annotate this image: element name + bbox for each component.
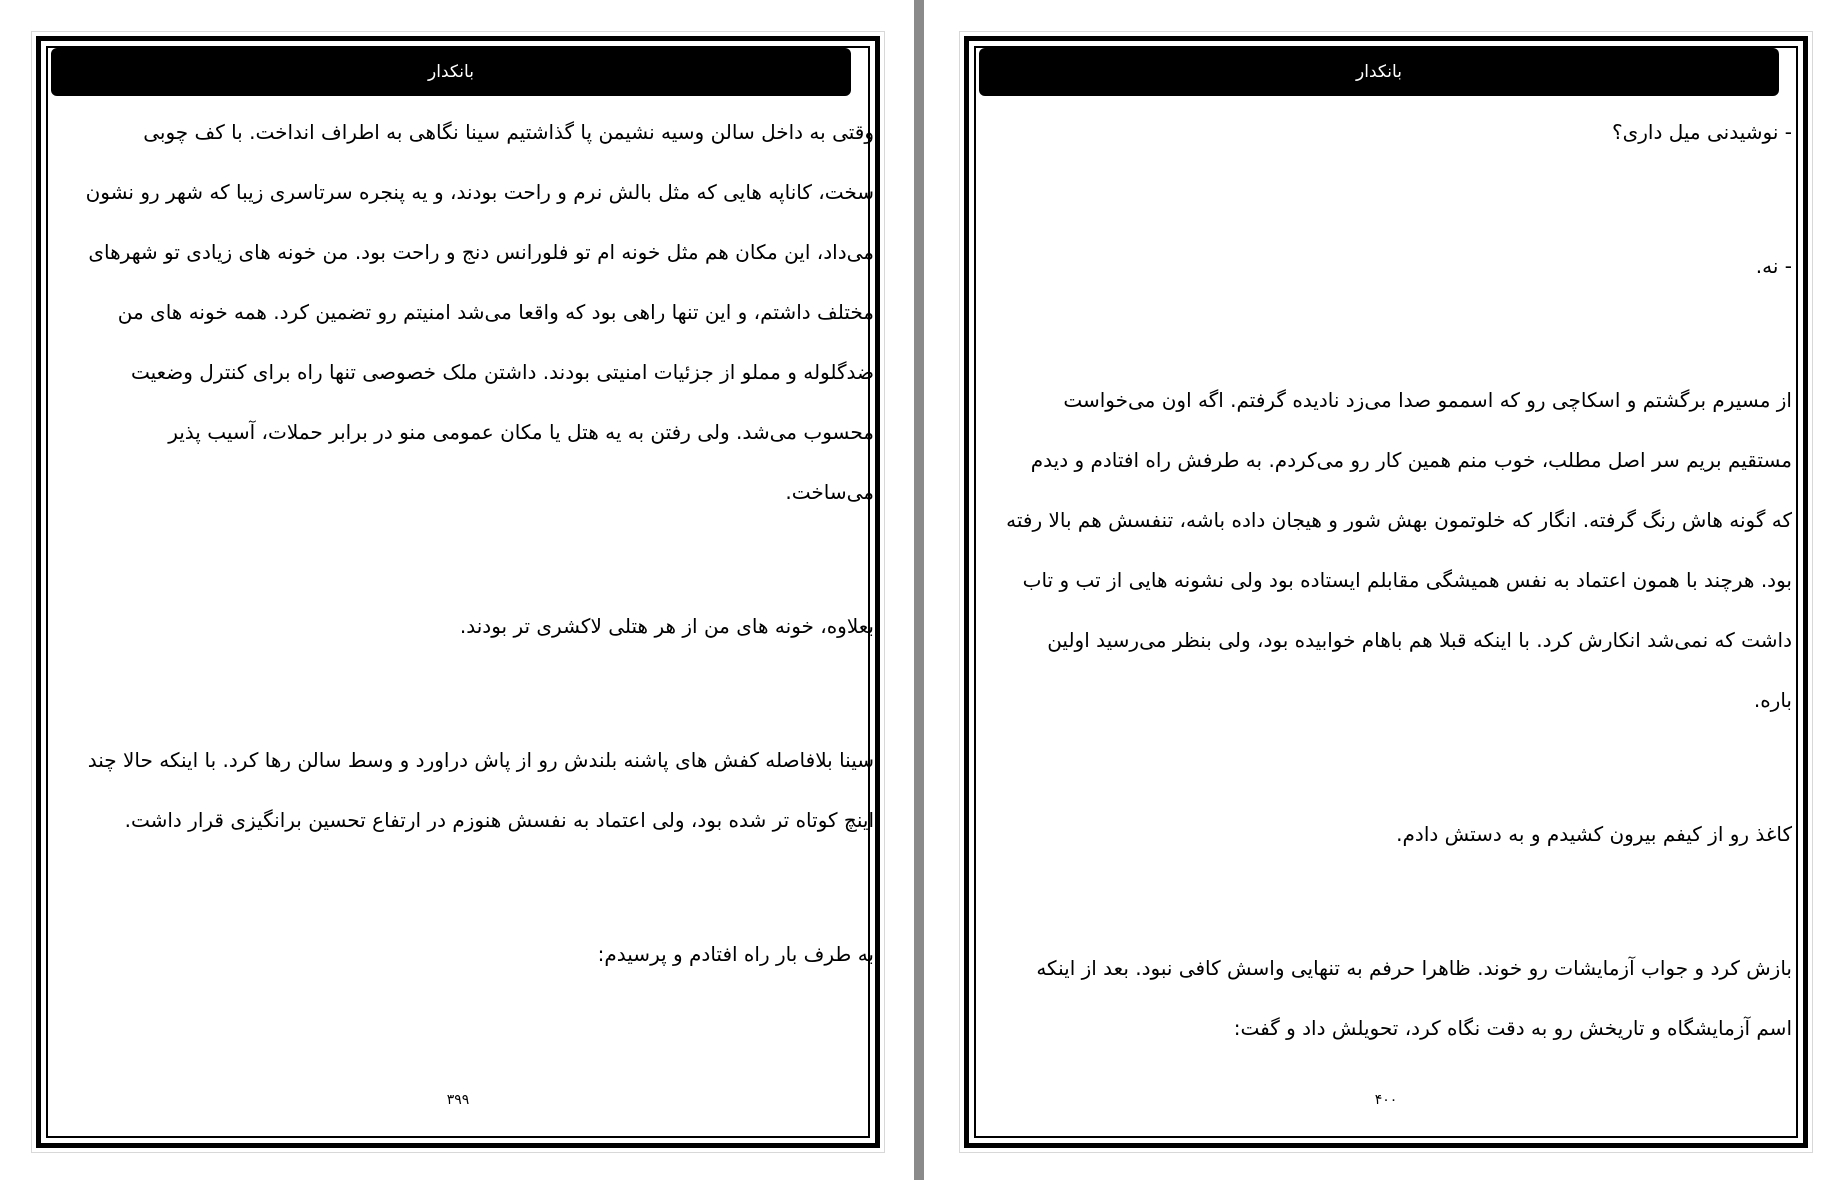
paragraph: کاغذ رو از کیفم بیرون کشیدم و به دستش دادم. bbox=[1396, 822, 1792, 846]
running-header: بانکدار bbox=[979, 48, 1779, 96]
paragraph: از مسیرم برگشتم و اسکاچی رو که اسممو صدا می‌زد نادیده گرفتم. اگه اون می‌خواست مستقیم بریم سر اصل مطلب، خوب منم همین کار رو می‌کردم. به طرفش راه افتادم و دیدم که گونه هاش رنگ گرفته. انگار که خلوتمون بهش شور و هیجان داده باشه، تنفسش هم بالا رفته بود. هرچند با همون اعتماد به نفس همیشگی مقابلم ایستاده بود ولی نشونه هایی از تب و تاب داشت که نمی‌شد انکارش کرد. با اینکه قبلا هم باهام خوابیده بود، ولی بنظر می‌رسید اولین باره. bbox=[1006, 388, 1792, 712]
page-number: ۴۰۰ bbox=[1374, 1092, 1398, 1108]
page-separator bbox=[914, 0, 924, 1180]
dialogue-line: - نه. bbox=[1755, 254, 1792, 278]
dialogue-line: - نوشیدنی میل داری؟ bbox=[1612, 120, 1792, 144]
paragraph: به طرف بار راه افتادم و پرسیدم: bbox=[597, 942, 874, 966]
paragraph: وقتی به داخل سالن وسیه نشیمن پا گذاشتیم سینا نگاهی به اطراف انداخت. با کف چوبی سخت، کاناپه هایی که مثل بالش نرم و راحت بودند، و یه پنجره سرتاسری زیبا که شهر رو نشون می‌داد، این مکان هم مثل خونه ام تو فلورانس دنج و راحت بود. من خونه های زیادی تو شهرهای مختلف داشتم، و این تنها راهی بود که واقعا می‌شد امنیتم رو تضمین کرد. همه خونه های من ضدگلوله و مملو از جزئیات امنیتی بودند. داشتن ملک خصوصی تنها راه برای کنترل وضعیت محسوب می‌شد. ولی رفتن به یه هتل یا مکان عمومی منو در برابر حملات، آسیب پذیر می‌ساخت. bbox=[85, 120, 874, 504]
paragraph: بازش کرد و جواب آزمایشات رو خوند. ظاهرا حرفم به تنهایی واسش کافی نبود. بعد از اینکه اسم آزمایشگاه و تاریخش رو به دقت نگاه کرد، تحویلش داد و گفت: bbox=[1036, 956, 1792, 1040]
paragraph: سینا بلافاصله کفش های پاشنه بلندش رو از پاش دراورد و وسط سالن رها کرد. با اینکه حالا چند اینچ کوتاه تر شده بود، ولی اعتماد به نفسش هنوزم در ارتفاع تحسین برانگیزی قرار داشت. bbox=[87, 748, 874, 832]
page-400 bbox=[960, 32, 1812, 1152]
page-body bbox=[1005, 102, 1792, 1082]
page-number: ۳۹۹ bbox=[446, 1092, 470, 1108]
page-body bbox=[82, 102, 874, 1082]
page-399 bbox=[32, 32, 884, 1152]
paragraph: بعلاوه، خونه های من از هر هتلی لاکشری تر بودند. bbox=[459, 614, 874, 638]
running-header: بانکدار bbox=[51, 48, 851, 96]
